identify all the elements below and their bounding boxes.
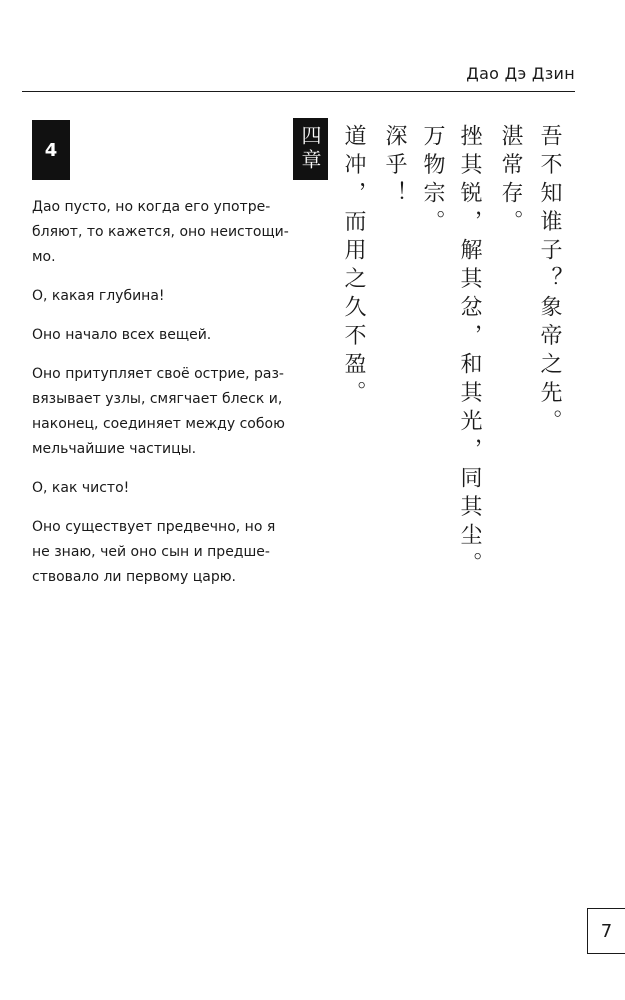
paragraph	[32, 362, 294, 462]
header-rule	[22, 91, 575, 92]
paragraph	[32, 284, 294, 309]
text-line: Оно существует предвечно, но я	[32, 519, 276, 535]
text-line: Дао пусто, но когда его употре-	[32, 199, 271, 215]
paragraph	[32, 195, 294, 270]
chapter-number: 4	[44, 139, 58, 161]
chinese-column: 挫其锐，解其忿，和其光，同其尘。	[457, 124, 482, 580]
text-line: бляют, то кажется, оно неистощи-	[32, 224, 289, 240]
text-line: наконец, соединяет между собою	[32, 416, 285, 432]
page-number-box	[587, 908, 625, 954]
running-header: Дао Дэ Дзин	[466, 64, 575, 83]
text-line: Оно притупляет своё острие, раз-	[32, 366, 284, 382]
page-number: 7	[600, 920, 613, 942]
chapter-number-box	[32, 120, 70, 180]
chinese-column: 湛常存。	[498, 124, 523, 238]
text-line: не знаю, чей оно сын и предше-	[32, 544, 270, 560]
paragraph	[32, 476, 294, 501]
text-line: ствовало ли первому царю.	[32, 569, 236, 585]
text-line: Оно начало всех вещей.	[32, 327, 212, 343]
chinese-chapter-tab	[293, 118, 328, 180]
chinese-column: 道冲，而用之久不盈。	[341, 124, 366, 409]
text-line: О, как чисто!	[32, 480, 130, 496]
text-line: вязывает узлы, смягчает блеск и,	[32, 391, 283, 407]
paragraph	[32, 323, 294, 348]
text-line: О, какая глубина!	[32, 288, 165, 304]
text-line: мельчайшие частицы.	[32, 441, 197, 457]
chinese-column: 万物宗。	[420, 124, 445, 238]
chinese-column: 深乎！	[382, 124, 407, 210]
translation-text	[32, 195, 294, 604]
chinese-column: 吾不知谁子？象帝之先。	[537, 124, 562, 438]
paragraph	[32, 515, 294, 590]
chinese-chapter-label: 四章	[298, 125, 322, 173]
text-line: мо.	[32, 249, 56, 265]
